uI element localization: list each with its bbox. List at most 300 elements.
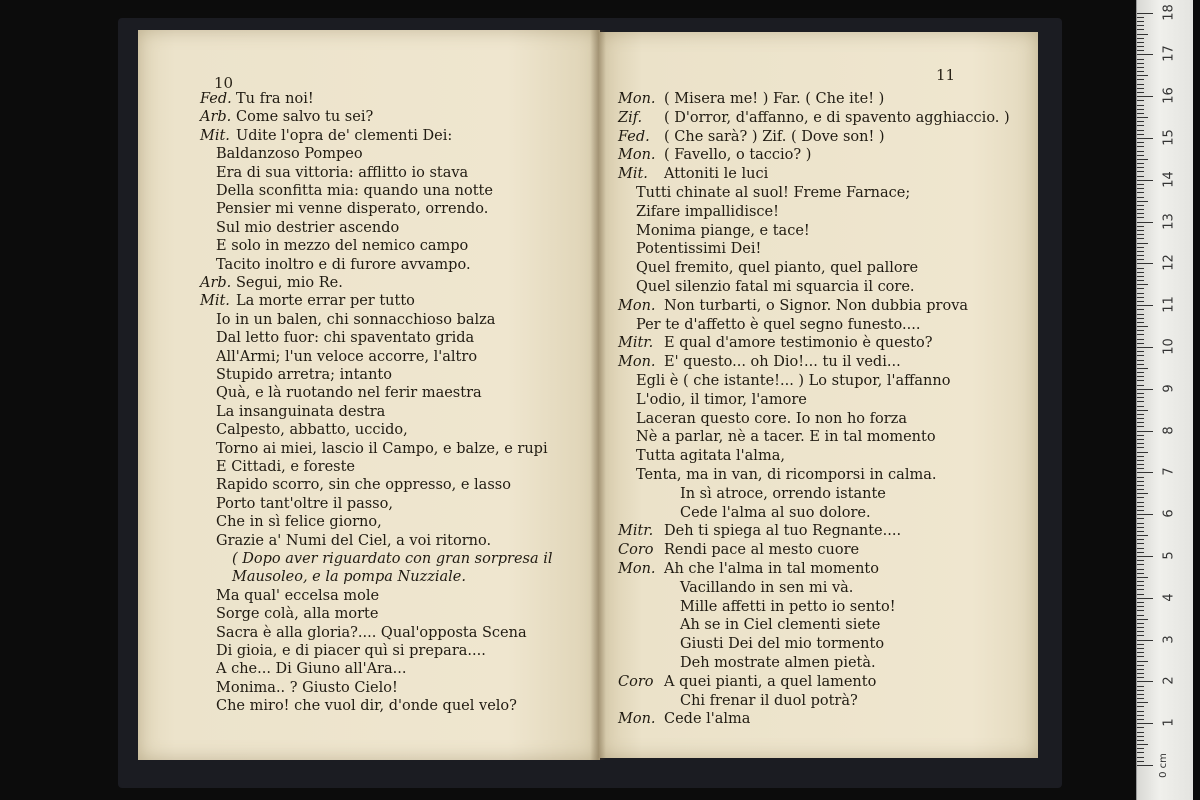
text-line: [200, 108, 373, 126]
verse-text: Rendi pace al mesto cuore: [664, 542, 860, 559]
ruler-tick: [1137, 414, 1144, 415]
ruler-tick: [1137, 564, 1144, 565]
ruler-tick: [1137, 63, 1144, 64]
verse-text: L'odio, il timor, l'amore: [636, 391, 807, 408]
verse-text: Tenta, ma in van, di ricomporsi in calma.: [636, 467, 937, 483]
ruler-tick: [1137, 401, 1144, 402]
ruler-tick: [1137, 113, 1144, 114]
speaker-label: Mit.: [200, 127, 230, 144]
ruler-tick: [1137, 364, 1144, 365]
ruler-tick: [1137, 665, 1144, 666]
text-line: [200, 476, 511, 494]
ruler-tick: [1137, 406, 1144, 407]
verse-text: Tu fra noi!: [236, 91, 314, 107]
ruler-tick: [1137, 606, 1144, 607]
ruler-tick: [1137, 276, 1144, 277]
measuring-ruler: [1136, 0, 1193, 800]
ruler-tick: [1137, 518, 1144, 519]
ruler-tick: [1137, 740, 1144, 741]
text-line: [618, 522, 901, 540]
ruler-tick: [1137, 25, 1144, 26]
text-line: [618, 485, 886, 503]
page-number-left: 10: [214, 74, 234, 92]
ruler-tick: [1137, 452, 1148, 453]
ruler-number: 18: [1161, 3, 1177, 21]
ruler-tick: [1137, 589, 1144, 590]
verse-text: Baldanzoso Pompeo: [216, 146, 363, 163]
ruler-number: 8: [1161, 425, 1177, 435]
text-line: [200, 458, 355, 476]
speaker-label: Mon.: [618, 561, 656, 577]
ruler-number: 4: [1161, 593, 1177, 602]
ruler-tick: [1137, 439, 1144, 440]
ruler-number: 3: [1161, 634, 1177, 644]
ruler-tick: [1137, 376, 1144, 377]
ruler-tick: [1137, 443, 1144, 444]
verse-text: Sacra è alla gloria?.... Qual'opposta Scena: [216, 624, 527, 641]
verse-text: Ah se in Ciel clementi siete: [680, 617, 881, 634]
ruler-tick: [1137, 79, 1144, 80]
ruler-tick: [1137, 610, 1144, 611]
ruler-tick: [1137, 125, 1144, 126]
ruler-tick: [1137, 652, 1144, 653]
ruler-tick: [1137, 468, 1144, 469]
verse-text: E solo in mezzo del nemico campo: [216, 238, 469, 255]
ruler-tick: [1137, 393, 1144, 394]
ruler-tick: [1137, 380, 1144, 381]
verse-text: Monima piange, e tace!: [636, 222, 810, 239]
ruler-tick: [1137, 309, 1144, 310]
ruler-tick: [1137, 255, 1144, 256]
verse-text: Deh ti spiega al tuo Regnante....: [664, 523, 902, 540]
ruler-tick: [1137, 155, 1144, 156]
text-line: [200, 292, 415, 310]
ruler-tick: [1137, 330, 1144, 331]
text-line: [618, 297, 968, 315]
text-line: [200, 679, 398, 697]
ruler-tick: [1137, 105, 1144, 106]
text-line: [618, 428, 936, 446]
verse-text: Come salvo tu sei?: [236, 109, 374, 126]
ruler-tick: [1137, 230, 1144, 231]
ruler-tick: [1137, 71, 1144, 72]
ruler-number: 1: [1161, 718, 1177, 727]
ruler-tick: [1137, 247, 1144, 248]
ruler-tick: [1137, 648, 1144, 649]
text-line: [618, 560, 879, 578]
verse-text: Egli è ( che istante!... ) Lo stupor, l'affanno: [636, 373, 951, 389]
ruler-tick: [1137, 238, 1144, 239]
ruler-tick: [1137, 201, 1148, 202]
ruler-tick: [1137, 686, 1144, 687]
ruler-tick: [1137, 523, 1144, 524]
verse-text: Di gioia, e di piacer quì si prepara....: [216, 643, 486, 659]
ruler-tick: [1137, 360, 1144, 361]
ruler-tick: [1137, 130, 1144, 131]
ruler-tick: [1137, 167, 1144, 168]
ruler-tick: [1137, 251, 1144, 252]
ruler-tick: [1137, 560, 1144, 561]
ruler-tick: [1137, 176, 1144, 177]
ruler-tick: [1137, 477, 1144, 478]
verse-text: Quel fremito, quel pianto, quel pallore: [636, 260, 919, 277]
verse-text: All'Armi; l'un veloce accorre, l'altro: [216, 348, 478, 365]
ruler-tick: [1137, 29, 1144, 30]
ruler-tick: [1137, 38, 1144, 39]
ruler-tick: [1137, 656, 1144, 657]
text-line: [618, 240, 761, 258]
text-line: [200, 237, 468, 255]
ruler-tick: [1137, 92, 1144, 93]
text-line: [618, 447, 785, 465]
text-line: [618, 353, 901, 371]
text-line: [200, 384, 482, 402]
ruler-tick: [1137, 410, 1148, 411]
ruler-number: 7: [1161, 467, 1177, 477]
ruler-tick: [1137, 673, 1144, 674]
text-line: [200, 274, 343, 292]
ruler-tick: [1137, 694, 1144, 695]
ruler-tick: [1137, 481, 1144, 482]
ruler-tick: [1137, 96, 1153, 97]
ruler-tick: [1137, 17, 1144, 18]
ruler-tick: [1137, 234, 1144, 235]
verse-text: Per te d'affetto è quel segno funesto....: [636, 316, 921, 333]
ruler-tick: [1137, 50, 1144, 51]
ruler-tick: [1137, 263, 1153, 264]
ruler-tick: [1137, 527, 1144, 528]
ruler-tick: [1137, 67, 1144, 68]
verse-text: In sì atroce, orrendo istante: [680, 485, 886, 502]
ruler-tick: [1137, 552, 1144, 553]
verse-text: Vacillando in sen mi và.: [680, 579, 854, 596]
ruler-tick: [1137, 314, 1144, 315]
text-line: [200, 697, 517, 715]
text-line: [618, 334, 933, 352]
ruler-tick: [1137, 706, 1144, 707]
verse-text: A quei pianti, a quel lamento: [664, 673, 877, 690]
verse-text: Nè a parlar, nè a tacer. E in tal momento: [636, 429, 936, 446]
ruler-tick: [1137, 531, 1144, 532]
ruler-tick: [1137, 577, 1148, 578]
verse-text: Zifare impallidisce!: [636, 203, 779, 220]
ruler-tick: [1137, 681, 1153, 682]
stage-direction: Mausoleo, e la pompa Nuzziale.: [232, 569, 466, 586]
ruler-tick: [1137, 217, 1144, 218]
ruler-tick: [1137, 669, 1144, 670]
ruler-tick: [1137, 184, 1144, 185]
ruler-tick: [1137, 280, 1144, 281]
ruler-tick: [1137, 368, 1148, 369]
ruler-tick: [1137, 510, 1144, 511]
ruler-tick: [1137, 326, 1148, 327]
text-line: [200, 329, 474, 347]
ruler-tick: [1137, 268, 1144, 269]
speaker-label: Mon.: [618, 147, 656, 164]
ruler-tick: [1137, 677, 1144, 678]
ruler-tick: [1137, 431, 1153, 432]
ruler-tick: [1137, 109, 1144, 110]
ruler-tick: [1137, 171, 1144, 172]
ruler-tick: [1137, 213, 1144, 214]
ruler-tick: [1137, 134, 1144, 135]
ruler-number: 17: [1161, 45, 1177, 63]
ruler-tick: [1137, 318, 1144, 319]
verse-text: Ma qual' eccelsa mole: [216, 587, 380, 604]
text-line: [618, 635, 884, 653]
ruler-tick: [1137, 447, 1144, 448]
verse-text: Cede l'alma: [664, 711, 751, 728]
text-line: [618, 673, 876, 691]
ruler-tick: [1137, 497, 1144, 498]
text-line: [618, 90, 884, 108]
text-line: [200, 145, 363, 163]
ruler-tick: [1137, 631, 1144, 632]
ruler-tick: [1137, 389, 1153, 390]
ruler-tick: [1137, 243, 1148, 244]
ruler-tick: [1137, 42, 1144, 43]
ruler-tick: [1137, 619, 1148, 620]
text-line: [618, 128, 885, 146]
verse-text: La morte errar per tutto: [236, 293, 415, 310]
ruler-tick: [1137, 594, 1144, 595]
verse-text: Era di sua vittoria: afflitto io stava: [216, 164, 469, 181]
speaker-label: Coro: [618, 542, 654, 559]
verse-text: ( Favello, o taccio? ): [664, 147, 812, 164]
ruler-tick: [1137, 21, 1144, 22]
text-line: [200, 219, 399, 237]
text-line: [200, 550, 553, 568]
ruler-tick: [1137, 736, 1144, 737]
speaker-label: Mon.: [618, 711, 656, 728]
ruler-tick: [1137, 727, 1144, 728]
ruler-tick: [1137, 197, 1144, 198]
ruler-tick: [1137, 690, 1144, 691]
text-line: [200, 642, 486, 660]
text-line: [618, 616, 880, 634]
ruler-tick: [1137, 397, 1144, 398]
ruler-number: 12: [1161, 254, 1177, 272]
ruler-tick: [1137, 159, 1148, 160]
verse-text: Sul mio destrier ascendo: [216, 219, 400, 236]
ruler-tick: [1137, 426, 1144, 427]
ruler-tick: [1137, 339, 1144, 340]
speaker-label: Fed.: [200, 91, 232, 107]
text-line: [200, 421, 408, 439]
stage-direction: ( Dopo aver riguardato con gran sorpresa il: [232, 551, 553, 567]
text-line: [200, 366, 392, 384]
text-line: [200, 200, 488, 218]
verse-text: Sorge colà, alla morte: [216, 606, 379, 623]
text-line: [618, 579, 853, 597]
page-number-right: 11: [936, 66, 956, 84]
ruler-number: 5: [1161, 551, 1177, 560]
ruler-tick: [1137, 456, 1144, 457]
verse-text: Deh mostrate almen pietà.: [680, 655, 876, 671]
speaker-label: Mon.: [618, 354, 656, 371]
ruler-tick: [1137, 661, 1148, 662]
ruler-tick: [1137, 343, 1144, 344]
ruler-tick: [1137, 385, 1144, 386]
text-line: [618, 372, 950, 390]
ruler-tick: [1137, 732, 1144, 733]
verse-text: Io in un balen, chi sonnacchioso balza: [216, 311, 496, 328]
verse-text: Tutti chinate al suol! Freme Farnace;: [636, 185, 911, 201]
text-line: [200, 532, 491, 550]
ruler-tick: [1137, 288, 1144, 289]
text-line: [618, 278, 915, 296]
ruler-tick: [1137, 761, 1144, 762]
ruler-tick: [1137, 573, 1144, 574]
ruler-unit-label: 0 cm: [1157, 753, 1169, 778]
ruler-tick: [1137, 355, 1144, 356]
text-line: [618, 692, 858, 710]
ruler-tick: [1137, 88, 1144, 89]
ruler-tick: [1137, 581, 1144, 582]
verse-text: Calpesto, abbatto, uccido,: [216, 422, 408, 439]
speaker-label: Zif.: [618, 109, 643, 126]
ruler-tick: [1137, 180, 1153, 181]
verse-text: Ah che l'alma in tal momento: [664, 561, 879, 577]
ruler-tick: [1137, 502, 1144, 503]
text-line: [200, 605, 378, 623]
verse-text: Attoniti le luci: [664, 166, 769, 183]
ruler-tick: [1137, 702, 1148, 703]
ruler-tick: [1137, 59, 1144, 60]
ruler-tick: [1137, 623, 1144, 624]
verse-text: Dal letto fuor: chi spaventato grida: [216, 330, 475, 347]
ruler-tick: [1137, 506, 1144, 507]
ruler-tick: [1137, 259, 1144, 260]
verse-text: La insanguinata destra: [216, 403, 386, 420]
text-line: [618, 654, 876, 672]
speaker-label: Arb.: [200, 275, 232, 291]
verse-text: Cede l'alma al suo dolore.: [680, 504, 871, 521]
ruler-tick: [1137, 297, 1144, 298]
text-line: [200, 182, 493, 200]
verse-text: Potentissimi Dei!: [636, 241, 762, 258]
verse-text: E qual d'amore testimonio è questo?: [664, 335, 933, 352]
ruler-tick: [1137, 209, 1144, 210]
text-line: [618, 466, 936, 484]
ruler-tick: [1137, 46, 1144, 47]
verse-text: Udite l'opra de' clementi Dei:: [236, 127, 453, 144]
ruler-tick: [1137, 334, 1144, 335]
ruler-tick: [1137, 75, 1148, 76]
ruler-number: 11: [1161, 296, 1177, 313]
speaker-label: Mon.: [618, 91, 656, 107]
ruler-tick: [1137, 188, 1144, 189]
ruler-tick: [1137, 372, 1144, 373]
text-line: [200, 513, 382, 531]
verse-text: Che in sì felice giorno,: [216, 514, 382, 531]
ruler-number: 10: [1161, 338, 1177, 355]
speaker-label: Mitr.: [618, 523, 654, 540]
text-line: [200, 127, 452, 145]
ruler-tick: [1137, 485, 1144, 486]
ruler-number: 13: [1161, 212, 1177, 230]
ruler-tick: [1137, 644, 1144, 645]
verse-text: Pensier mi venne disperato, orrendo.: [216, 201, 489, 218]
speaker-label: Mitr.: [618, 335, 654, 352]
text-line: [618, 316, 920, 334]
ruler-tick: [1137, 305, 1153, 306]
ruler-tick: [1137, 627, 1144, 628]
ruler-tick: [1137, 151, 1144, 152]
text-line: [618, 391, 807, 409]
text-line: [200, 164, 468, 182]
ruler-tick: [1137, 556, 1153, 557]
ruler-tick: [1137, 34, 1148, 35]
verse-text: E Cittadi, e foreste: [216, 459, 356, 475]
ruler-tick: [1137, 715, 1144, 716]
ruler-number: 16: [1161, 87, 1177, 104]
ruler-number: 6: [1161, 509, 1177, 518]
verse-text: Stupido arretra; intanto: [216, 367, 392, 383]
ruler-tick: [1137, 493, 1148, 494]
ruler-tick: [1137, 117, 1148, 118]
ruler-tick: [1137, 698, 1144, 699]
ruler-tick: [1137, 146, 1144, 147]
ruler-tick: [1137, 84, 1144, 85]
ruler-tick: [1137, 222, 1153, 223]
text-line: [618, 146, 811, 164]
text-line: [618, 109, 1010, 127]
ruler-tick: [1137, 569, 1144, 570]
verse-text: Della sconfitta mia: quando una notte: [216, 183, 493, 199]
ruler-tick: [1137, 272, 1144, 273]
speaker-label: Arb.: [200, 109, 232, 126]
ruler-tick: [1137, 543, 1144, 544]
verse-text: ( Misera me! ) Far. ( Che ite! ): [664, 91, 885, 107]
verse-text: Rapido scorro, sin che oppresso, e lasso: [216, 477, 511, 494]
ruler-tick: [1137, 489, 1144, 490]
verse-text: Torno ai miei, lascio il Campo, e balze, e rupi: [216, 440, 548, 457]
text-line: [618, 504, 871, 522]
ruler-tick: [1137, 192, 1144, 193]
ruler-tick: [1137, 635, 1144, 636]
text-line: [200, 311, 495, 329]
text-line: [200, 440, 548, 458]
ruler-tick: [1137, 765, 1153, 766]
speaker-label: Mit.: [200, 293, 230, 310]
text-line: [200, 624, 527, 642]
ruler-tick: [1137, 723, 1153, 724]
text-line: [200, 587, 379, 605]
text-line: [200, 403, 385, 421]
ruler-number: 15: [1161, 129, 1177, 146]
speaker-label: Mit.: [618, 166, 648, 183]
ruler-tick: [1137, 460, 1144, 461]
ruler-tick: [1137, 711, 1144, 712]
speaker-label: Mon.: [618, 297, 656, 314]
text-line: [618, 222, 810, 240]
ruler-tick: [1137, 719, 1144, 720]
text-line: [200, 256, 471, 274]
verse-text: Grazie a' Numi del Ciel, a voi ritorno.: [216, 532, 492, 549]
ruler-tick: [1137, 293, 1144, 294]
left-page: [138, 30, 600, 760]
verse-text: Mille affetti in petto io sento!: [680, 598, 896, 615]
verse-text: ( Che sarà? ) Zif. ( Dove son! ): [664, 128, 885, 145]
ruler-tick: [1137, 351, 1144, 352]
text-line: [618, 259, 918, 277]
ruler-tick: [1137, 535, 1148, 536]
verse-text: Porto tant'oltre il passo,: [216, 495, 393, 512]
text-line: [618, 184, 910, 202]
ruler-tick: [1137, 284, 1148, 285]
ruler-tick: [1137, 322, 1144, 323]
